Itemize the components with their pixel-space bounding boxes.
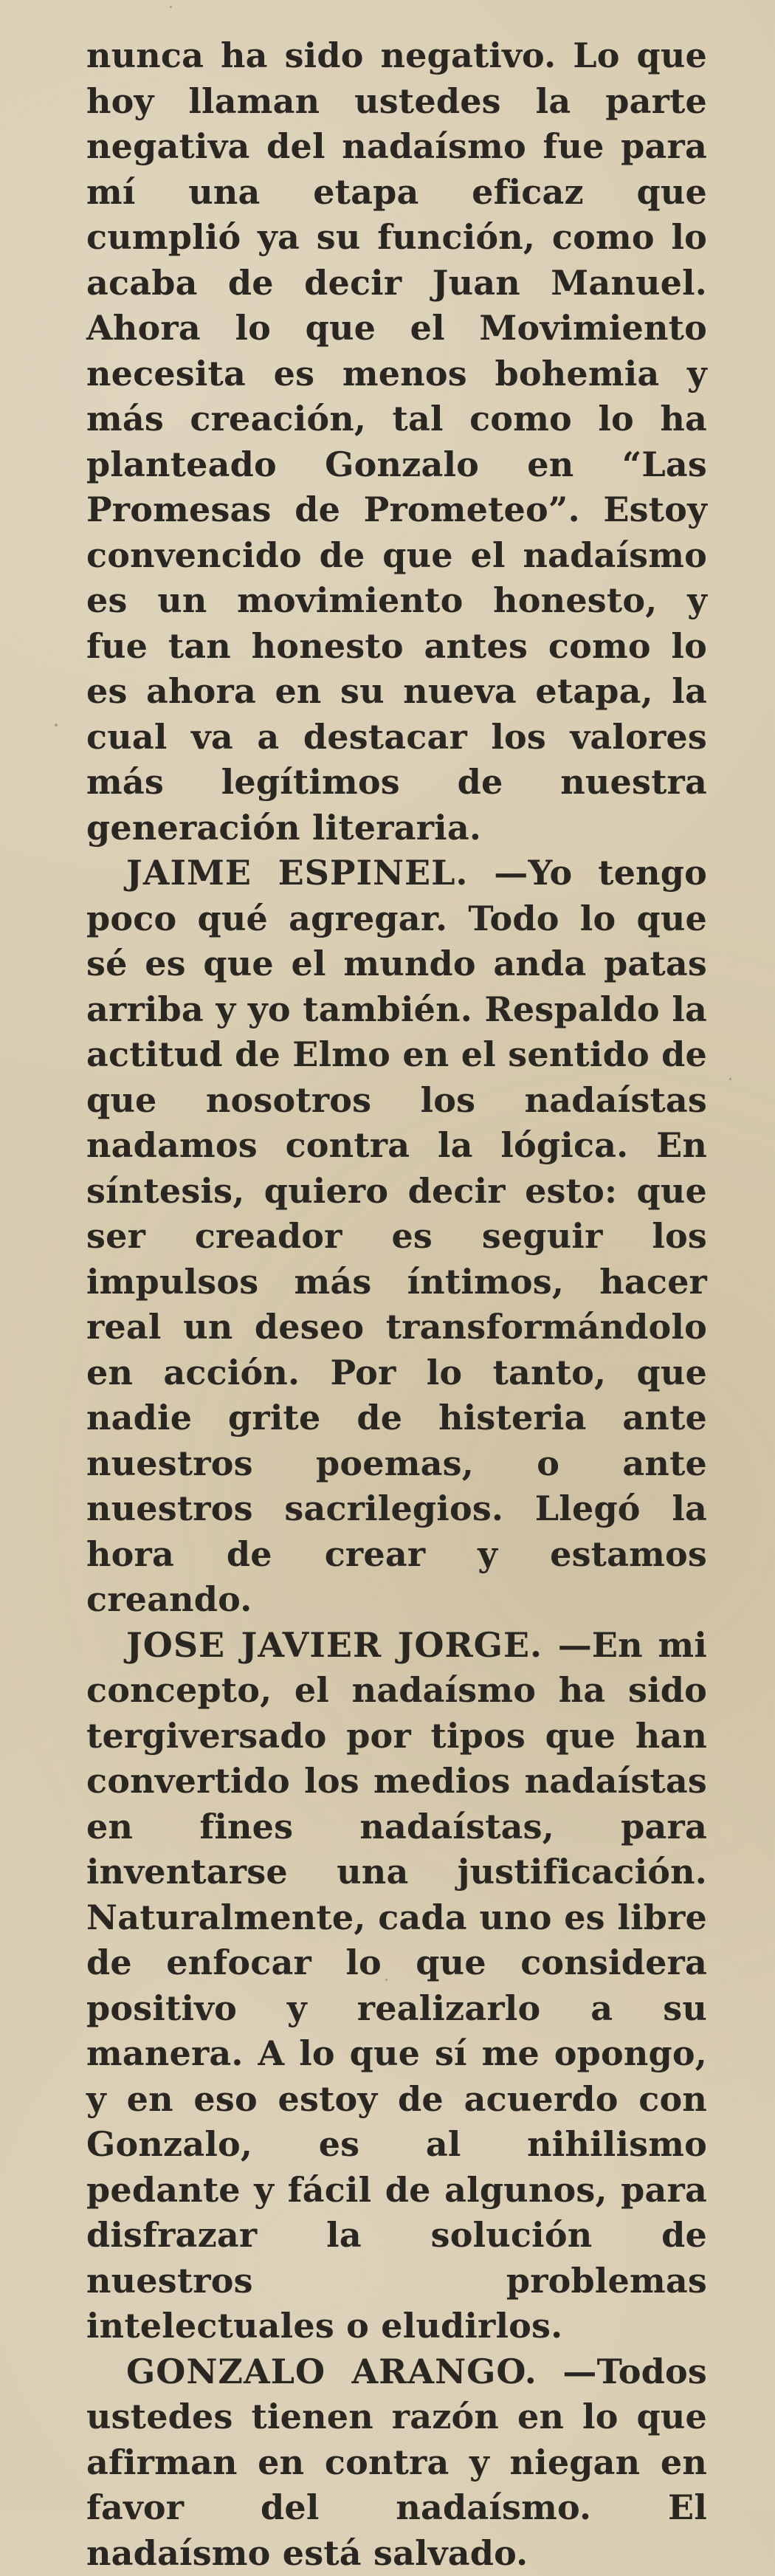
paper-speck xyxy=(385,1979,388,1981)
speaker-text: —En mi concepto, el nadaísmo ha sido tergiversado por tipos que han convertido los medios nadaístas en fines nadaístas, para inventarse una justificación. Naturalmente, cada uno es libre de enfocar lo que considera positivo y realizarlo a su manera. A lo que sí me opongo, y en eso estoy de acuerdo con Gonzalo, es al nihilismo pedante y fácil de algunos, para disfrazar la solución de nuestros problemas intelectuales o eludirlos. xyxy=(86,1625,707,2346)
speaker-name: JOSE JAVIER JORGE. xyxy=(126,1625,542,1665)
speaker-name: GONZALO ARANGO. xyxy=(126,2352,537,2391)
speaker-name: JAIME ESPINEL. xyxy=(126,853,468,893)
paper-speck xyxy=(170,6,172,8)
speaker-text: —Todos ustedes tienen razón en lo que afirman en contra y niegan en favor del nadaísmo. El nadaísmo está salvado. xyxy=(86,2352,707,2573)
speaker-text: —Yo tengo poco qué agregar. Todo lo que sé es que el mundo anda patas arriba y yo también. Respaldo la actitud de Elmo en el sentido de que nosotros los nadaístas nadamos contra la lógica. En síntesis, quiero decir esto: que ser creador es seguir los impulsos más íntimos, hacer real un deseo transformándolo en acción. Por lo tanto, que nadie grite de histeria ante nuestros poemas, o ante nuestros sacrilegios. Llegó la hora de crear y estamos creando. xyxy=(86,853,707,1619)
paper-speck xyxy=(700,2016,703,2018)
article-paragraph-jose-javier-jorge xyxy=(86,1623,707,2349)
article-paragraph-intro: nunca ha sido negativo. Lo que hoy llaman ustedes la parte negativa del nadaísmo fue para mí una etapa eficaz que cumplió ya su función, como lo acaba de decir Juan Manuel. Ahora lo que el Movimiento necesita es menos bohemia y más creación, tal como lo ha planteado Gonzalo en “Las Promesas de Prometeo”. Estoy convencido de que el nadaísmo es un movimiento honesto, y fue tan honesto antes como lo es ahora en su nueva etapa, la cual va a destacar los valores más legítimos de nuestra generación literaria. xyxy=(86,33,707,851)
article-column xyxy=(86,33,707,2576)
paper-speck xyxy=(729,1078,731,1080)
article-paragraph-gonzalo-arango xyxy=(86,2349,707,2576)
article-paragraph-jaime-espinel xyxy=(86,851,707,1623)
paper-speck xyxy=(55,724,58,727)
